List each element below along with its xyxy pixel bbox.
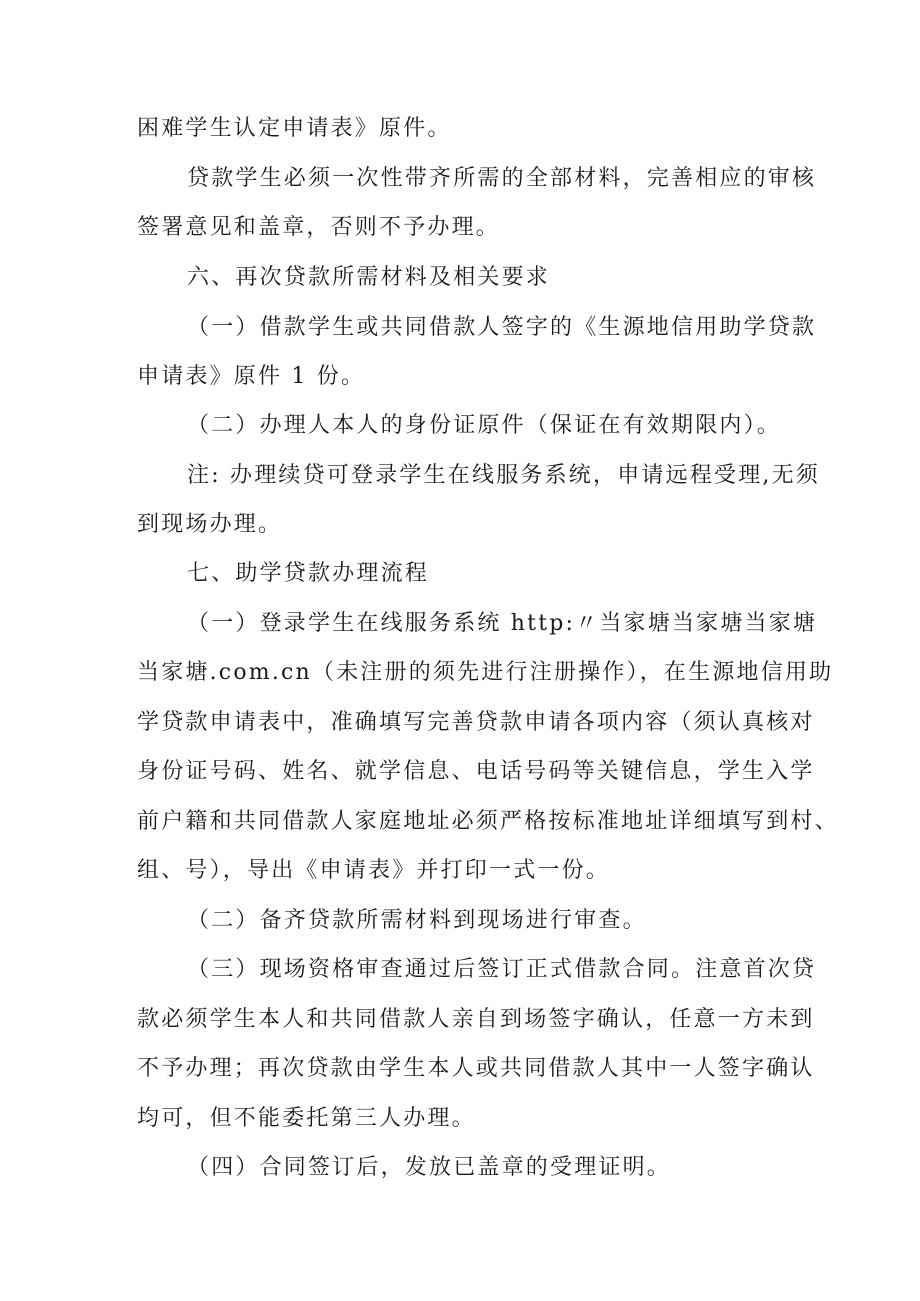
- text-line: 困难学生认定申请表》原件。: [137, 116, 452, 141]
- text-line: （二）办理人本人的身份证原件（保证在有效期限内）。: [187, 413, 782, 438]
- section-heading: 七、助学贷款办理流程: [187, 561, 430, 586]
- text-line: 贷款学生必须一次性带齐所需的全部材料，完善相应的审核: [187, 166, 817, 191]
- text-line: （四）合同签订后，发放已盖章的受理证明。: [187, 1155, 672, 1180]
- text-line: 到现场办理。: [137, 512, 283, 537]
- text-line: 均可，但不能委托第三人办理。: [137, 1106, 476, 1131]
- text-line: 签署意见和盖章，否则不予办理。: [137, 215, 501, 240]
- text-line: （一）借款学生或共同借款人签字的《生源地信用助学贷款: [187, 315, 817, 340]
- text-line: 组、号），导出《申请表》并打印一式一份。: [137, 858, 611, 883]
- text-line: 款必须学生本人和共同借款人亲自到场签字确认，任意一方未到: [137, 1007, 815, 1032]
- text-line: 当家塘.com.cn（未注册的须先进行注册操作），在生源地信用助: [137, 660, 834, 685]
- text-line: （三）现场资格审查通过后签订正式借款合同。注意首次贷: [187, 957, 817, 982]
- text-line: 前户籍和共同借款人家庭地址必须严格按标准地址详细填写到村、: [137, 809, 839, 834]
- text-line: （一）登录学生在线服务系统 http:〃当家塘当家塘当家塘: [187, 611, 818, 636]
- text-line: （二）备齐贷款所需材料到现场进行审查。: [187, 908, 647, 933]
- text-line: 注: 办理续贷可登录学生在线服务系统，申请远程受理,无须: [187, 463, 821, 488]
- section-heading: 六、再次贷款所需材料及相关要求: [187, 265, 551, 290]
- text-line: 学贷款申请表中，准确填写完善贷款申请各项内容（须认真核对: [137, 710, 815, 735]
- text-line: 身份证号码、姓名、就学信息、电话号码等关键信息，学生入学: [137, 759, 815, 784]
- text-line: 不予办理；再次贷款由学生本人或共同借款人其中一人签字确认: [137, 1056, 815, 1081]
- text-line: 申请表》原件 1 份。: [137, 364, 366, 389]
